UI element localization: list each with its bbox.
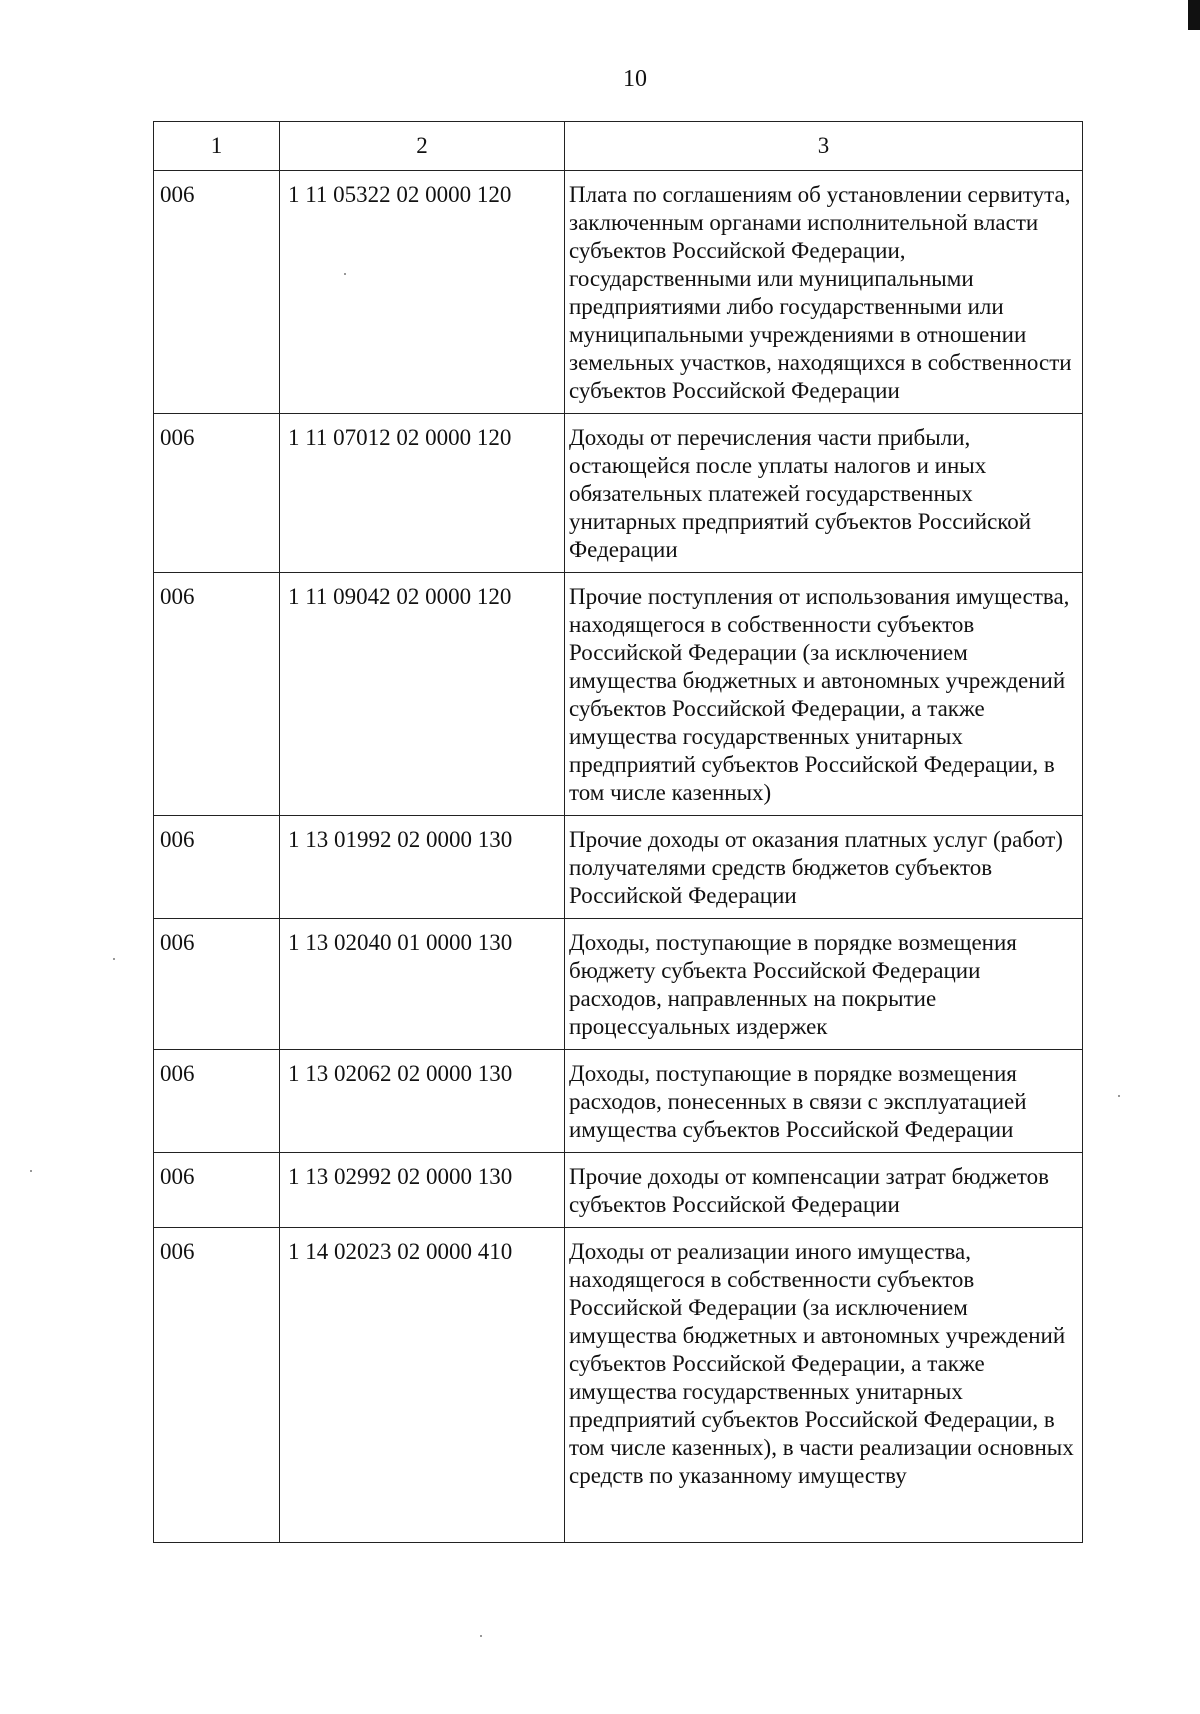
table-row bbox=[154, 1050, 1083, 1153]
admin-code-cell: 006 bbox=[154, 573, 280, 816]
admin-code-cell: 006 bbox=[154, 816, 280, 919]
revenue-description-cell: Доходы, поступающие в порядке возмещения бюджету субъекта Российской Федерации расходов, направленных на покрытие процессуальных издержек bbox=[565, 919, 1083, 1050]
table-row bbox=[154, 414, 1083, 573]
admin-code-cell: 006 bbox=[154, 1228, 280, 1543]
revenue-description-cell: Плата по соглашениям об установлении сервитута, заключенным органами исполнительной власти субъектов Российской Федерации, государственными или муниципальными предприятиями либо государственными или муниципальными учреждениями в отношении земельных участков, находящихся в собственности субъектов Российской Федерации bbox=[565, 171, 1083, 414]
budget-code-cell: 1 11 07012 02 0000 120 bbox=[280, 414, 565, 573]
page-number: 10 bbox=[623, 66, 647, 92]
table-row bbox=[154, 573, 1083, 816]
table-row bbox=[154, 816, 1083, 919]
admin-code-cell: 006 bbox=[154, 414, 280, 573]
table-row bbox=[154, 919, 1083, 1050]
scan-speck bbox=[113, 958, 115, 960]
revenue-description-cell: Прочие поступления от использования имущества, находящегося в собственности субъектов Российской Федерации (за исключением имущества бюджетных и автономных учреждений субъектов Российской Федерации, а также имущества государственных унитарных предприятий субъектов Российской Федерации, в том числе казенных) bbox=[565, 573, 1083, 816]
scan-speck bbox=[30, 1170, 32, 1172]
budget-code-cell: 1 14 02023 02 0000 410 bbox=[280, 1228, 565, 1543]
admin-code-cell: 006 bbox=[154, 171, 280, 414]
header-col-1: 1 bbox=[154, 122, 280, 171]
revenue-description-cell: Доходы от реализации иного имущества, находящегося в собственности субъектов Российской Федерации (за исключением имущества бюджетных и автономных учреждений субъектов Российской Федерации, а также имущества государственных унитарных предприятий субъектов Российской Федерации, в том числе казенных), в части реализации основных средств по указанному имуществу bbox=[565, 1228, 1083, 1543]
revenue-codes-table-container bbox=[153, 121, 1083, 1543]
revenue-description-cell: Доходы, поступающие в порядке возмещения расходов, понесенных в связи с эксплуатацией имущества субъектов Российской Федерации bbox=[565, 1050, 1083, 1153]
table-row bbox=[154, 1153, 1083, 1228]
budget-code-cell: 1 11 09042 02 0000 120 bbox=[280, 573, 565, 816]
table-row bbox=[154, 171, 1083, 414]
revenue-description-cell: Доходы от перечисления части прибыли, остающейся после уплаты налогов и иных обязательных платежей государственных унитарных предприятий субъектов Российской Федерации bbox=[565, 414, 1083, 573]
header-col-2: 2 bbox=[280, 122, 565, 171]
scan-speck bbox=[1118, 1095, 1120, 1097]
admin-code-cell: 006 bbox=[154, 1153, 280, 1228]
revenue-description-cell: Прочие доходы от оказания платных услуг (работ) получателями средств бюджетов субъектов Российской Федерации bbox=[565, 816, 1083, 919]
table-row bbox=[154, 1228, 1083, 1543]
admin-code-cell: 006 bbox=[154, 919, 280, 1050]
scan-speck bbox=[344, 273, 346, 275]
budget-code-cell: 1 13 02992 02 0000 130 bbox=[280, 1153, 565, 1228]
table-header-row bbox=[154, 122, 1083, 171]
budget-code-cell: 1 13 01992 02 0000 130 bbox=[280, 816, 565, 919]
budget-code-cell: 1 13 02040 01 0000 130 bbox=[280, 919, 565, 1050]
budget-code-cell: 1 13 02062 02 0000 130 bbox=[280, 1050, 565, 1153]
budget-code-cell: 1 11 05322 02 0000 120 bbox=[280, 171, 565, 414]
scan-speck bbox=[480, 1635, 482, 1637]
revenue-description-cell: Прочие доходы от компенсации затрат бюджетов субъектов Российской Федерации bbox=[565, 1153, 1083, 1228]
scan-edge-mark bbox=[1188, 0, 1200, 30]
header-col-3: 3 bbox=[565, 122, 1083, 171]
revenue-codes-table bbox=[153, 121, 1083, 1543]
admin-code-cell: 006 bbox=[154, 1050, 280, 1153]
